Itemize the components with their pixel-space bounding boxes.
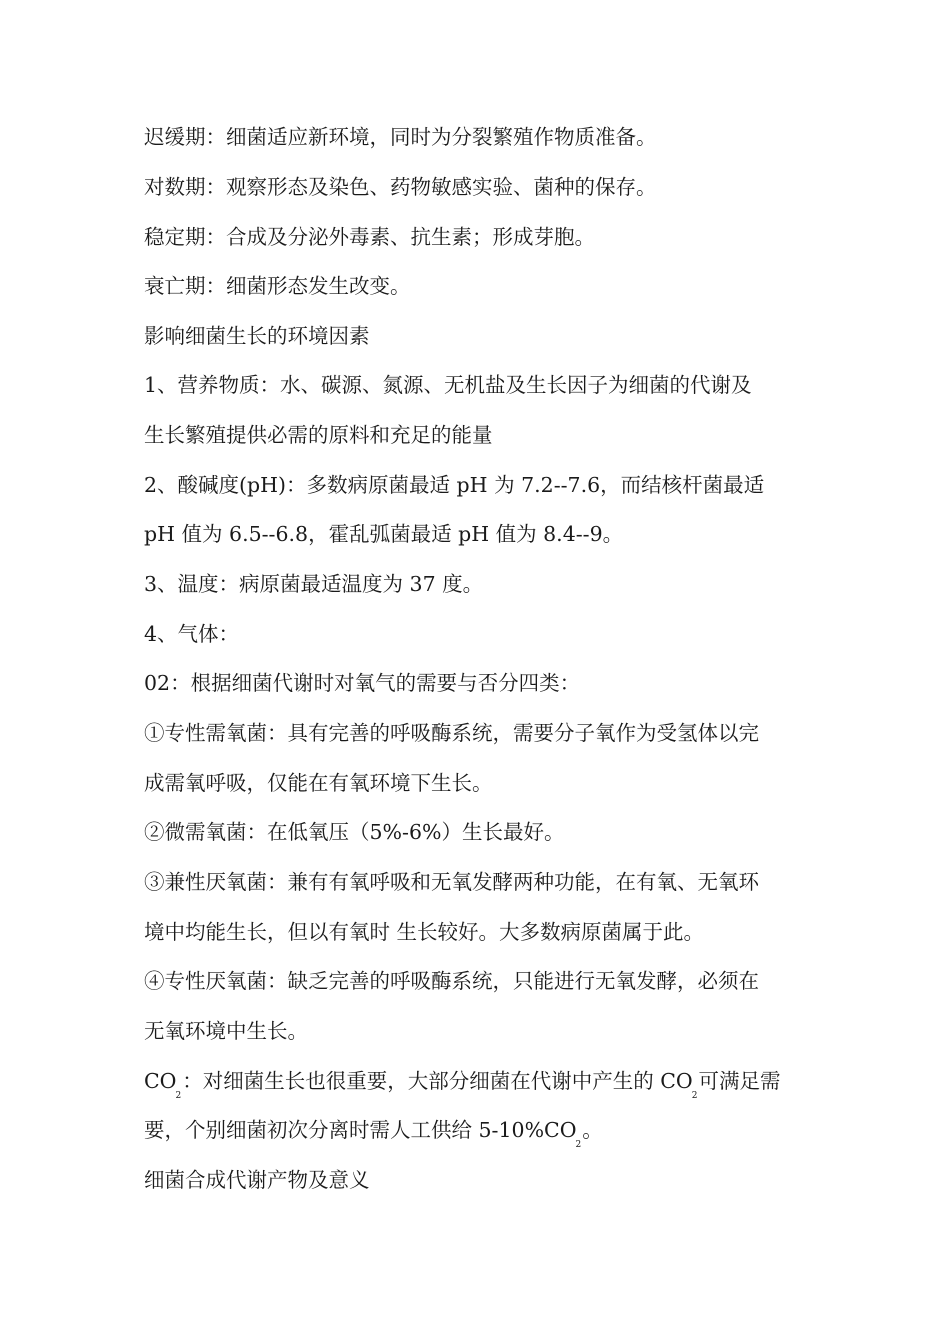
text-line-nutrients: 1、营养物质：水、碳源、氮源、无机盐及生长因子为细菌的代谢及	[144, 373, 752, 397]
co2-cont-text-b: 。	[582, 1118, 603, 1142]
text-line-stationary-phase: 稳定期：合成及分泌外毒素、抗生素；形成芽胞。	[144, 225, 595, 249]
text-line-co2	[144, 1066, 824, 1101]
co2-cont-text-a: 要，个别细菌初次分离时需人工供给 5-10%CO	[144, 1118, 577, 1142]
text-line-decline-phase: 衰亡期：细菌形态发生改变。	[144, 274, 411, 298]
text-line-temperature: 3、温度：病原菌最适温度为 37 度。	[144, 572, 484, 596]
co2-subscript-b: 2	[691, 1091, 698, 1101]
text-line-co2-cont	[144, 1115, 824, 1150]
co2-subscript-a: 2	[175, 1091, 182, 1101]
text-line-facultative-anaerobe: ③兼性厌氧菌：兼有有氧呼吸和无氧发酵两种功能，在有氧、无氧环	[144, 870, 759, 894]
co2-text-a: CO	[144, 1069, 177, 1093]
text-line-obligate-aerobe: ①专性需氧菌：具有完善的呼吸酶系统，需要分子氧作为受氢体以完	[144, 721, 759, 745]
text-line-obligate-aerobe-cont: 成需氧呼吸，仅能在有氧环境下生长。	[144, 771, 493, 795]
section-heading-synthesis-products: 细菌合成代谢产物及意义	[144, 1168, 370, 1192]
text-line-lag-phase: 迟缓期：细菌适应新环境，同时为分裂繁殖作物质准备。	[144, 125, 657, 149]
text-line-obligate-anaerobe: ④专性厌氧菌：缺乏完善的呼吸酶系统，只能进行无氧发酵，必须在	[144, 969, 759, 993]
co2-text-b: ：对细菌生长也很重要，大部分细菌在代谢中产生的 CO	[182, 1069, 693, 1093]
section-heading-environment-factors: 影响细菌生长的环境因素	[144, 324, 370, 348]
co2-text-c: 可满足需	[698, 1069, 781, 1093]
text-line-facultative-anaerobe-cont: 境中均能生长，但以有氧时 生长较好。大多数病原菌属于此。	[144, 920, 705, 944]
text-line-obligate-anaerobe-cont: 无氧环境中生长。	[144, 1019, 308, 1043]
text-line-ph-cont: pH 值为 6.5--6.8，霍乱弧菌最适 pH 值为 8.4--9。	[144, 522, 624, 546]
text-line-microaerophile: ②微需氧菌：在低氧压（5%-6%）生长最好。	[144, 820, 565, 844]
text-line-log-phase: 对数期：观察形态及染色、药物敏感实验、菌种的保存。	[144, 175, 657, 199]
text-line-ph: 2、酸碱度(pH)：多数病原菌最适 pH 为 7.2--7.6，而结核杆菌最适	[144, 473, 765, 497]
text-line-gas: 4、气体：	[144, 622, 240, 646]
text-line-o2-classes: 02：根据细菌代谢时对氧气的需要与否分四类：	[144, 671, 581, 695]
text-line-nutrients-cont: 生长繁殖提供必需的原料和充足的能量	[144, 423, 493, 447]
co2-cont-subscript: 2	[575, 1140, 582, 1150]
